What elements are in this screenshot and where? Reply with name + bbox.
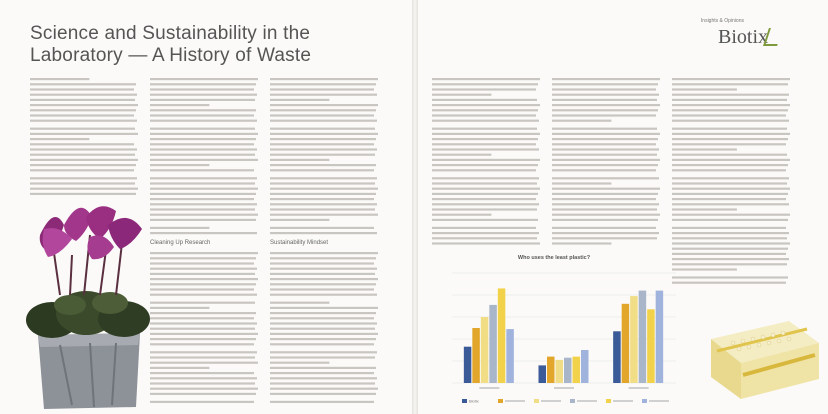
text-line [150, 283, 256, 285]
legend-swatch [498, 399, 503, 403]
text-line [270, 128, 375, 130]
chart-title: Who uses the least plastic? [517, 255, 591, 261]
text-line [552, 114, 656, 116]
text-lines [672, 76, 790, 286]
text-line [672, 219, 788, 221]
text-line [150, 133, 258, 135]
text-line [30, 154, 135, 156]
text-line [150, 109, 256, 111]
chart-canvas [424, 263, 684, 413]
section-heading-1: Cleaning Up Research [150, 240, 211, 246]
text-line [672, 114, 786, 116]
page-gutter [412, 0, 418, 414]
bar [613, 331, 621, 383]
body-column-2 [150, 76, 258, 236]
text-line [150, 208, 255, 210]
body-column-4 [432, 76, 540, 246]
text-line [30, 138, 89, 140]
text-line [270, 372, 374, 374]
text-line [432, 242, 540, 244]
text-line [150, 356, 255, 358]
text-line [30, 177, 137, 179]
text-line [270, 367, 376, 369]
text-line [672, 248, 788, 250]
bar [489, 305, 497, 383]
text-line [270, 333, 378, 335]
text-line [552, 198, 656, 200]
text-line [672, 164, 788, 166]
text-line [552, 143, 656, 145]
text-line [552, 78, 660, 80]
legend-label [649, 400, 669, 402]
bar [647, 309, 655, 383]
text-line [150, 138, 256, 140]
text-line [552, 164, 658, 166]
text-line [672, 276, 788, 278]
text-line [150, 317, 254, 319]
text-line [150, 120, 257, 122]
bar [547, 357, 555, 383]
text-line [30, 164, 136, 166]
text-line [150, 114, 254, 116]
text-line [30, 128, 135, 130]
legend-swatch [606, 399, 611, 403]
body-column-1 [30, 76, 138, 196]
text-line [672, 169, 786, 171]
text-line [672, 263, 787, 265]
text-line [270, 94, 377, 96]
legend-label [577, 400, 597, 402]
text-line [552, 159, 660, 161]
text-lines [270, 250, 378, 408]
text-line [150, 362, 258, 364]
text-line [150, 288, 254, 290]
text-line [432, 182, 537, 184]
text-line [432, 148, 539, 150]
text-line [30, 88, 134, 90]
text-line [150, 278, 258, 280]
text-line [150, 367, 209, 369]
text-line [30, 104, 138, 106]
bar [630, 296, 638, 383]
text-line [270, 288, 374, 290]
text-line [672, 227, 786, 229]
text-line [432, 198, 536, 200]
text-line [552, 104, 660, 106]
text-line [30, 114, 134, 116]
text-line [552, 133, 660, 135]
text-line [552, 99, 657, 101]
text-line [552, 219, 658, 221]
text-line [270, 268, 377, 270]
text-line [270, 278, 378, 280]
text-lines [270, 76, 378, 236]
text-line [552, 182, 611, 184]
text-line [150, 252, 258, 254]
text-line [552, 120, 611, 122]
text-line [270, 362, 329, 364]
text-line [270, 133, 378, 135]
text-line [270, 257, 376, 259]
text-line [552, 242, 611, 244]
text-line [150, 88, 254, 90]
text-line [552, 88, 656, 90]
text-line [432, 164, 538, 166]
text-line [432, 143, 536, 145]
text-line [150, 169, 254, 171]
text-line [150, 268, 257, 270]
text-line [30, 109, 136, 111]
text-lines [552, 76, 660, 246]
text-line [432, 208, 537, 210]
text-line [30, 99, 135, 101]
text-line [552, 138, 658, 140]
text-line [672, 109, 788, 111]
text-line [552, 193, 658, 195]
text-line [672, 99, 787, 101]
text-line [432, 109, 538, 111]
text-line [552, 169, 656, 171]
text-line [150, 377, 257, 379]
text-line [432, 219, 538, 221]
text-line [432, 99, 537, 101]
text-line [270, 219, 329, 221]
bar [622, 304, 630, 383]
text-line [552, 128, 657, 130]
text-line [432, 114, 536, 116]
text-line [270, 317, 374, 319]
text-line [270, 164, 376, 166]
text-line [432, 83, 538, 85]
text-line [150, 312, 256, 314]
text-line [672, 198, 786, 200]
text-line [270, 83, 376, 85]
text-line [672, 104, 790, 106]
text-line [432, 138, 538, 140]
text-line [270, 382, 375, 384]
bar [464, 347, 472, 383]
text-line [270, 109, 376, 111]
text-line [552, 148, 659, 150]
text-line [270, 393, 376, 395]
text-line [150, 322, 257, 324]
text-line [150, 214, 258, 216]
text-line [672, 237, 787, 239]
text-line [672, 120, 789, 122]
text-line [552, 94, 659, 96]
text-line [270, 227, 374, 229]
legend-swatch [534, 399, 539, 403]
text-line [150, 401, 254, 403]
text-line [150, 393, 256, 395]
text-line [150, 382, 255, 384]
text-line [270, 343, 374, 345]
text-line [270, 198, 374, 200]
text-line [432, 88, 536, 90]
text-line [270, 351, 377, 353]
bar [581, 350, 589, 383]
text-line [30, 133, 138, 135]
legend-swatch [462, 399, 467, 403]
text-line [270, 78, 378, 80]
text-line [270, 338, 376, 340]
text-line [552, 154, 657, 156]
legend-swatch [570, 399, 575, 403]
text-line [150, 78, 258, 80]
legend-swatch [642, 399, 647, 403]
text-line [150, 227, 209, 229]
cyclamen-plant-image [20, 195, 155, 411]
brand-logo [678, 18, 788, 58]
text-line [150, 154, 255, 156]
text-line [270, 232, 377, 234]
text-line [270, 356, 375, 358]
text-line [270, 401, 374, 403]
text-line [432, 104, 540, 106]
text-line [432, 177, 539, 179]
text-line [672, 88, 737, 90]
text-line [432, 214, 491, 216]
pipette-tip-box-image [703, 299, 823, 409]
text-line [150, 219, 256, 221]
text-line [270, 377, 377, 379]
text-line [672, 258, 789, 260]
bar-chart [424, 255, 684, 411]
text-line [150, 193, 256, 195]
text-line [150, 83, 256, 85]
text-line [672, 232, 789, 234]
x-category-label [479, 387, 499, 389]
text-line [552, 208, 657, 210]
bar [498, 288, 506, 383]
body-column-2b [150, 250, 258, 408]
bar [472, 328, 480, 383]
text-line [552, 232, 659, 234]
text-line [270, 388, 378, 390]
text-line [552, 227, 656, 229]
legend-label [541, 400, 561, 402]
text-line [150, 307, 209, 309]
text-lines [30, 76, 138, 196]
text-line [150, 232, 257, 234]
text-line [150, 262, 254, 264]
text-line [150, 388, 258, 390]
text-line [270, 88, 374, 90]
text-line [432, 120, 539, 122]
text-line [270, 169, 374, 171]
text-line [270, 312, 376, 314]
text-line [270, 177, 377, 179]
text-line [672, 159, 790, 161]
text-lines [150, 76, 258, 236]
text-line [30, 169, 134, 171]
legend-label [613, 400, 633, 402]
bar [656, 291, 664, 383]
text-line [270, 203, 377, 205]
text-line [270, 307, 378, 309]
text-line [432, 128, 537, 130]
text-line [672, 242, 790, 244]
text-line [270, 148, 377, 150]
article-title-line-2: Laboratory — A History of Waste [30, 44, 312, 66]
text-line [270, 182, 375, 184]
text-line [270, 159, 329, 161]
text-line [150, 182, 255, 184]
text-line [270, 99, 329, 101]
text-line [150, 273, 255, 275]
legend-label [505, 400, 525, 402]
text-line [432, 232, 539, 234]
text-line [150, 351, 257, 353]
text-line [672, 182, 787, 184]
text-line [150, 203, 257, 205]
text-line [150, 164, 209, 166]
text-line [432, 94, 491, 96]
text-line [270, 262, 374, 264]
text-line [150, 257, 256, 259]
text-line [672, 253, 786, 255]
text-line [150, 104, 209, 106]
text-line [432, 133, 540, 135]
text-lines [150, 250, 258, 408]
text-line [270, 294, 377, 296]
text-line [432, 159, 540, 161]
bar [556, 360, 564, 383]
body-column-5 [552, 76, 660, 246]
text-line [150, 94, 257, 96]
text-line [432, 154, 491, 156]
body-column-3b [270, 250, 378, 408]
text-line [672, 193, 788, 195]
text-line [552, 188, 660, 190]
text-line [672, 83, 788, 85]
text-line [552, 109, 658, 111]
x-category-label [629, 387, 649, 389]
text-line [150, 338, 256, 340]
text-line [672, 188, 790, 190]
text-line [672, 154, 787, 156]
text-line [672, 143, 786, 145]
text-line [270, 252, 378, 254]
text-line [150, 372, 254, 374]
text-line [270, 214, 378, 216]
bar [506, 329, 513, 383]
text-line [150, 143, 254, 145]
text-line [672, 203, 789, 205]
text-line [432, 237, 537, 239]
body-column-6 [672, 76, 790, 286]
text-line [672, 214, 790, 216]
text-line [30, 143, 134, 145]
text-line [270, 188, 378, 190]
brand-caption: Insights & Opinions [700, 18, 744, 24]
text-line [552, 83, 658, 85]
text-line [270, 193, 376, 195]
text-line [270, 114, 374, 116]
bar [639, 291, 647, 383]
text-line [270, 104, 378, 106]
text-line [270, 302, 329, 304]
text-line [150, 128, 255, 130]
bar [481, 317, 488, 383]
text-line [30, 78, 89, 80]
text-line [30, 94, 137, 96]
text-line [30, 83, 136, 85]
text-line [270, 322, 377, 324]
text-line [270, 283, 376, 285]
bar [564, 358, 572, 383]
text-line [672, 138, 788, 140]
text-line [150, 333, 258, 335]
text-line [432, 203, 539, 205]
text-line [150, 198, 254, 200]
brand-name: Biotix [717, 26, 768, 48]
text-line [552, 177, 659, 179]
text-line [432, 188, 540, 190]
text-line [432, 169, 536, 171]
text-line [30, 182, 135, 184]
text-line [552, 203, 659, 205]
section-heading-2: Sustainability Mindset [270, 240, 329, 246]
text-line [552, 214, 660, 216]
text-line [432, 78, 540, 80]
text-line [150, 294, 257, 296]
legend-label: Biotix [469, 398, 479, 404]
text-line [270, 120, 377, 122]
text-line [30, 148, 137, 150]
text-line [672, 282, 786, 284]
text-line [150, 99, 255, 101]
text-lines [432, 76, 540, 246]
text-line [30, 159, 138, 161]
text-line [150, 188, 258, 190]
text-line [672, 177, 789, 179]
text-line [150, 159, 258, 161]
text-line [672, 128, 787, 130]
text-line [672, 208, 737, 210]
article-title-line-1: Science and Sustainability in the [30, 22, 311, 44]
text-line [270, 143, 374, 145]
text-line [672, 133, 790, 135]
text-line [270, 208, 375, 210]
text-line [150, 302, 255, 304]
text-line [672, 78, 790, 80]
text-line [30, 188, 138, 190]
text-line [270, 154, 375, 156]
text-line [30, 120, 137, 122]
bar [539, 365, 547, 383]
x-category-label [554, 387, 574, 389]
text-line [150, 177, 257, 179]
text-line [672, 148, 737, 150]
bar [573, 357, 581, 383]
text-line [270, 273, 375, 275]
text-line [432, 227, 536, 229]
text-line [270, 328, 375, 330]
text-line [270, 138, 376, 140]
text-line [150, 343, 254, 345]
text-line [432, 193, 538, 195]
text-line [672, 94, 789, 96]
text-line [552, 237, 657, 239]
article-title [30, 23, 390, 67]
text-line [150, 328, 255, 330]
text-line [150, 148, 257, 150]
body-column-3 [270, 76, 378, 236]
